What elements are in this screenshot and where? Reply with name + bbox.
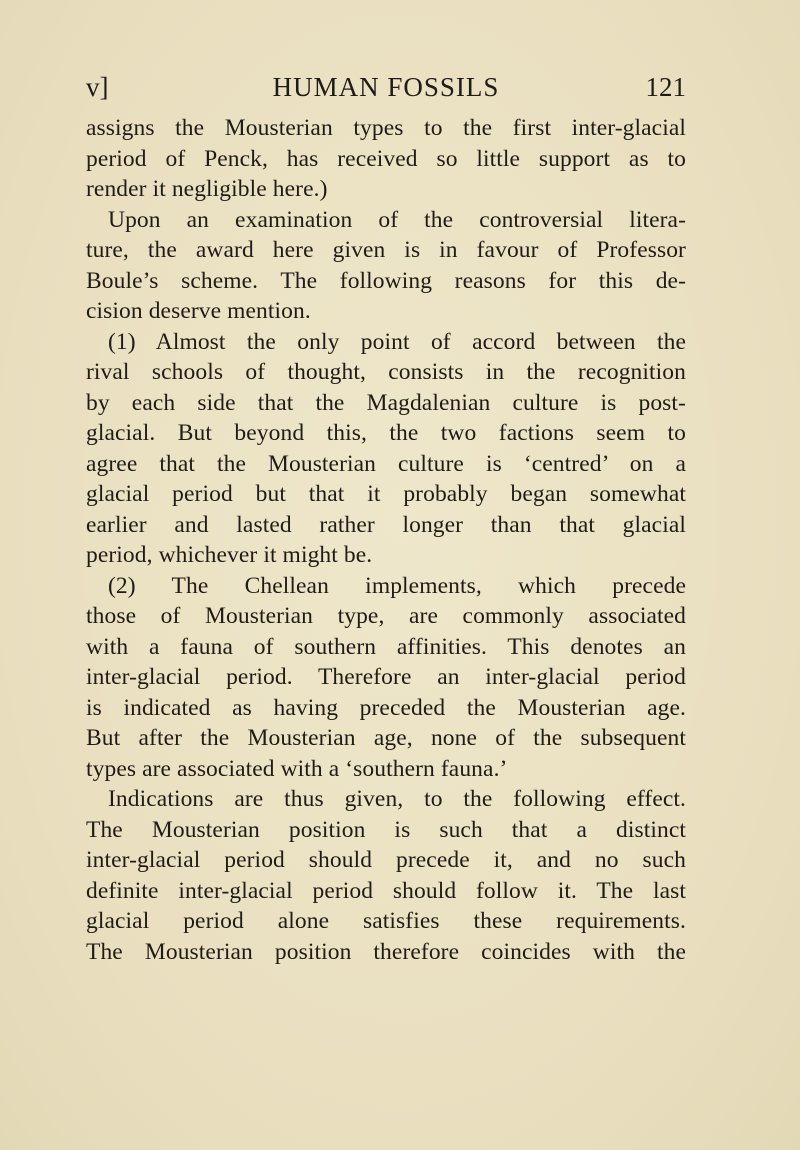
- text-line: ture, the award here given is in favour of Professor: [86, 237, 686, 263]
- text-line: is indicated as having preceded the Mousterian age.: [86, 694, 686, 721]
- text-line: Indications are thus given, to the following effect.: [108, 786, 686, 812]
- text-line: rival schools of thought, consists in the recognition: [86, 359, 686, 385]
- text-line: (1) Almost the only point of accord between the: [108, 328, 686, 355]
- text-line: Upon an examination of the controversial litera-: [108, 206, 686, 233]
- text-line: The Mousterian position is such that a distinct: [86, 816, 686, 843]
- text-line: by each side that the Magdalenian culture is post-: [86, 389, 686, 416]
- running-header: [86, 70, 686, 104]
- page-number: 121: [645, 72, 686, 102]
- text-line: But after the Mousterian age, none of the subsequent: [86, 725, 686, 751]
- text-line: glacial. But beyond this, the two factions seem to: [86, 420, 686, 446]
- text-line: earlier and lasted rather longer than that glacial: [86, 511, 686, 538]
- text-line: period, whichever it might be.: [86, 542, 373, 568]
- text-line: types are associated with a ‘southern fauna.’: [86, 755, 508, 782]
- text-line: agree that the Mousterian culture is ‘centred’ on a: [86, 450, 686, 477]
- text-line: (2) The Chellean implements, which precede: [108, 572, 686, 599]
- chapter-number: v]: [86, 72, 109, 102]
- body-text: [86, 113, 686, 967]
- text-line: glacial period but that it probably began somewhat: [86, 481, 686, 507]
- text-line: Boule’s scheme. The following reasons for this de-: [86, 267, 686, 294]
- text-line: assigns the Mousterian types to the first inter-glacial: [86, 115, 686, 141]
- text-line: period of Penck, has received so little support as to: [86, 145, 686, 172]
- text-line: inter-glacial period. Therefore an inter-glacial period: [86, 664, 686, 690]
- text-line: those of Mousterian type, are commonly associated: [86, 603, 686, 629]
- text-line: render it negligible here.): [86, 176, 328, 202]
- text-line: inter-glacial period should precede it, and no such: [86, 847, 686, 873]
- text-line: with a fauna of southern affinities. This denotes an: [86, 633, 686, 660]
- text-line: cision deserve mention.: [86, 298, 311, 324]
- text-line: glacial period alone satisfies these requirements.: [86, 908, 686, 934]
- running-title: HUMAN FOSSILS: [272, 72, 500, 102]
- text-line: definite inter-glacial period should follow it. The last: [86, 877, 686, 904]
- text-line: The Mousterian position therefore coincides with the: [86, 938, 686, 965]
